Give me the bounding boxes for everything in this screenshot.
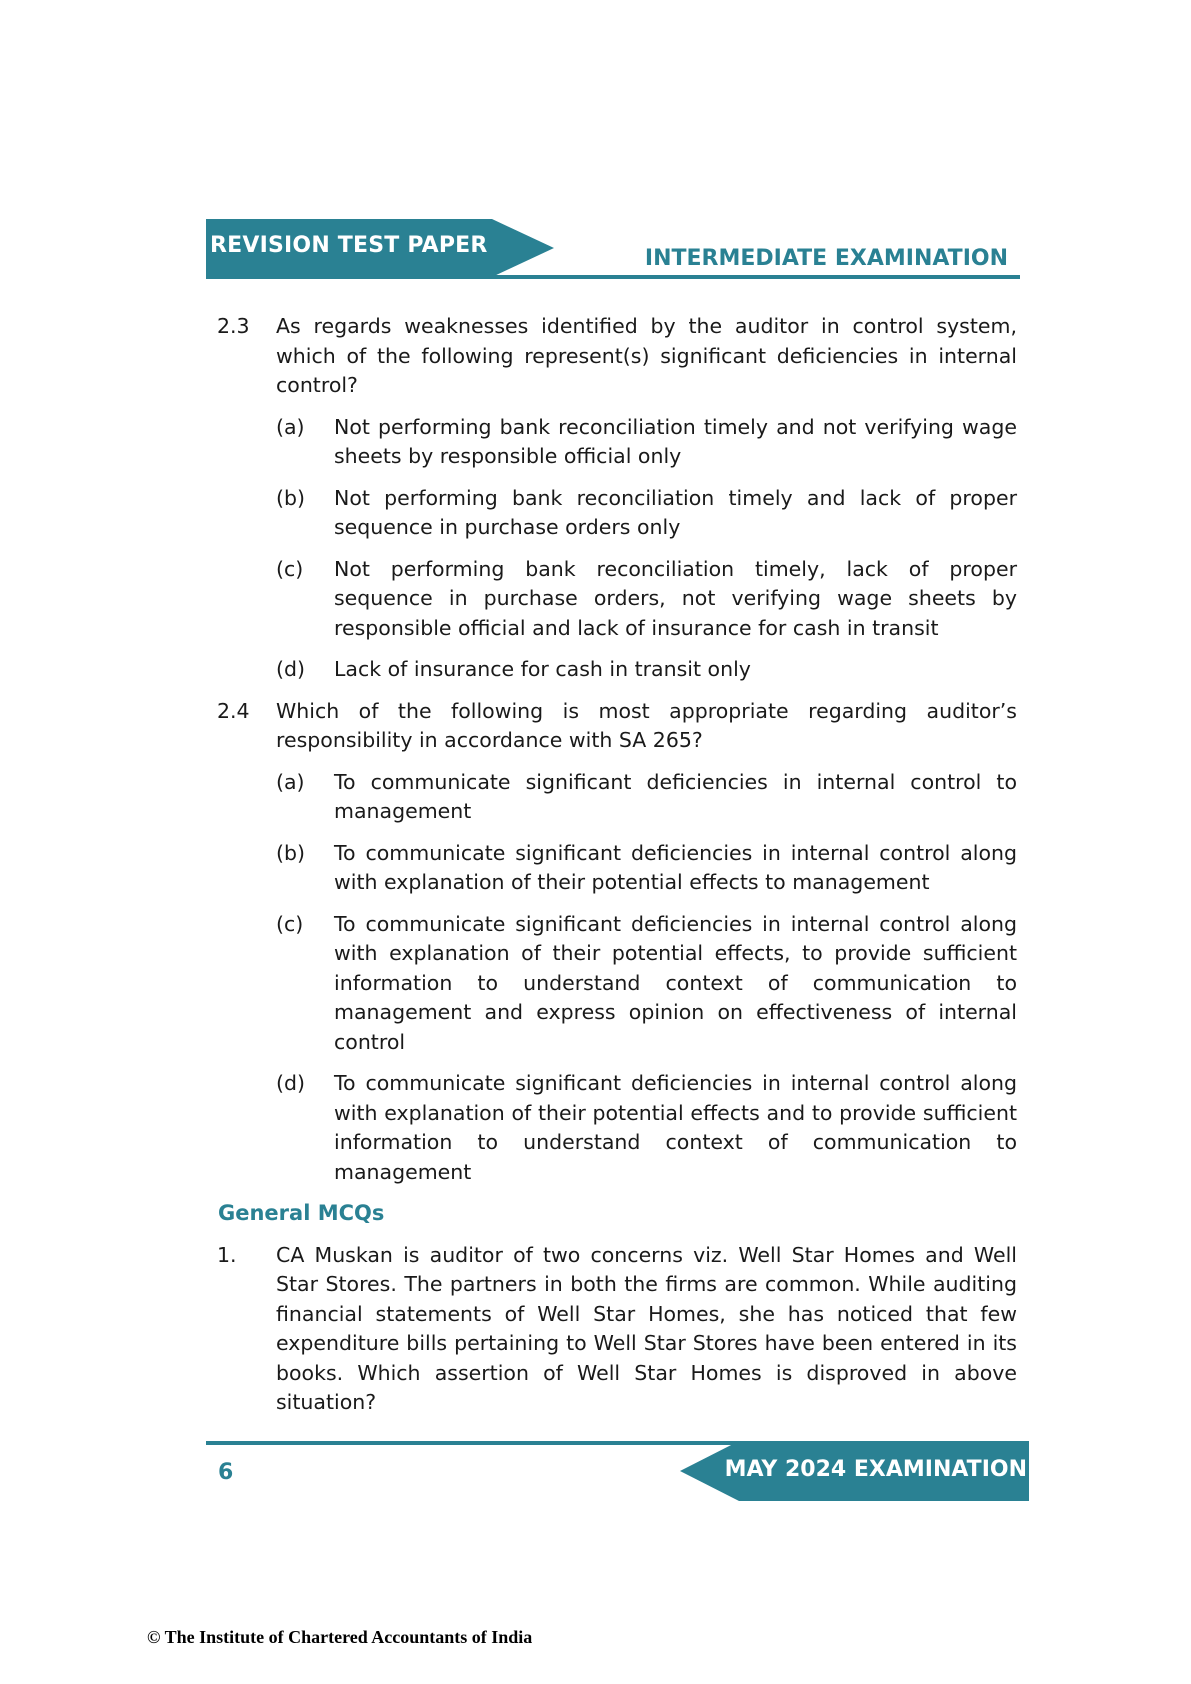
option-label: (b) xyxy=(276,840,306,865)
question-2-4 xyxy=(217,697,1017,756)
option-label: (b) xyxy=(276,485,306,510)
general-question-1 xyxy=(217,1241,1017,1418)
page-number: 6 xyxy=(218,1460,234,1485)
footer-banner xyxy=(680,1441,1029,1501)
footer-banner-text: MAY 2024 EXAMINATION xyxy=(724,1457,1027,1482)
question-number: 1. xyxy=(217,1242,237,1267)
option-d xyxy=(276,1069,1017,1187)
option-label: (c) xyxy=(276,911,304,936)
question-number: 2.3 xyxy=(217,314,250,338)
header-banner xyxy=(206,219,554,277)
option-c xyxy=(276,910,1017,1058)
option-b xyxy=(276,484,1017,543)
option-text: To communicate significant deficiencies in internal control along with explanation of their potential effects and to provide sufficient information to understand context of communication to management xyxy=(334,1071,1017,1184)
option-label: (d) xyxy=(276,657,306,681)
copyright-notice: © The Institute of Chartered Accountants of India xyxy=(147,1627,533,1647)
option-text: Not performing bank reconciliation timely, lack of proper sequence in purchase orders, not verifying wage sheets by responsible official and lack of insurance for cash in transit xyxy=(334,556,1017,640)
option-b xyxy=(276,839,1017,898)
question-text: As regards weaknesses identified by the auditor in control system, which of the following represent(s) significant deficiencies in internal control? xyxy=(276,314,1017,397)
option-text: Not performing bank reconciliation timely and not verifying wage sheets by responsible official only xyxy=(334,414,1017,468)
main-content xyxy=(217,312,1017,1430)
question-number: 2.4 xyxy=(217,698,250,723)
option-label: (c) xyxy=(276,556,304,581)
option-text: Not performing bank reconciliation timely and lack of proper sequence in purchase orders only xyxy=(334,485,1017,539)
option-a xyxy=(276,768,1017,827)
question-text: Which of the following is most appropriate regarding auditor’s responsibility in accordance with SA 265? xyxy=(276,698,1017,752)
question-2-3 xyxy=(217,312,1017,401)
option-label: (d) xyxy=(276,1071,306,1095)
option-text: To communicate significant deficiencies in internal control to management xyxy=(334,769,1017,823)
option-a xyxy=(276,413,1017,472)
option-d xyxy=(276,655,1017,685)
option-c xyxy=(276,555,1017,644)
header-exam-title: INTERMEDIATE EXAMINATION xyxy=(644,246,1008,271)
section-title: General MCQs xyxy=(218,1201,385,1225)
question-text: CA Muskan is auditor of two concerns viz. Well Star Homes and Well Star Stores. The partners in both the firms are common. While auditing financial statements of Well Star Homes, she has noticed that few expenditure bills pertaining to Well Star Stores have been entered in its books. Which assertion of Well Star Homes is disproved in above situation? xyxy=(276,1242,1017,1414)
question-2-3-options xyxy=(276,413,1017,685)
header-banner-text: REVISION TEST PAPER xyxy=(210,233,488,258)
option-text: To communicate significant deficiencies in internal control along with explanation of their potential effects, to provide sufficient information to understand context of communication to management and express opinion on effectiveness of internal control xyxy=(334,911,1017,1054)
option-label: (a) xyxy=(276,769,305,794)
option-text: Lack of insurance for cash in transit only xyxy=(334,657,751,681)
question-2-4-options xyxy=(276,768,1017,1188)
header-rule xyxy=(206,275,1020,279)
option-text: To communicate significant deficiencies in internal control along with explanation of their potential effects to management xyxy=(334,840,1017,894)
option-label: (a) xyxy=(276,414,305,439)
